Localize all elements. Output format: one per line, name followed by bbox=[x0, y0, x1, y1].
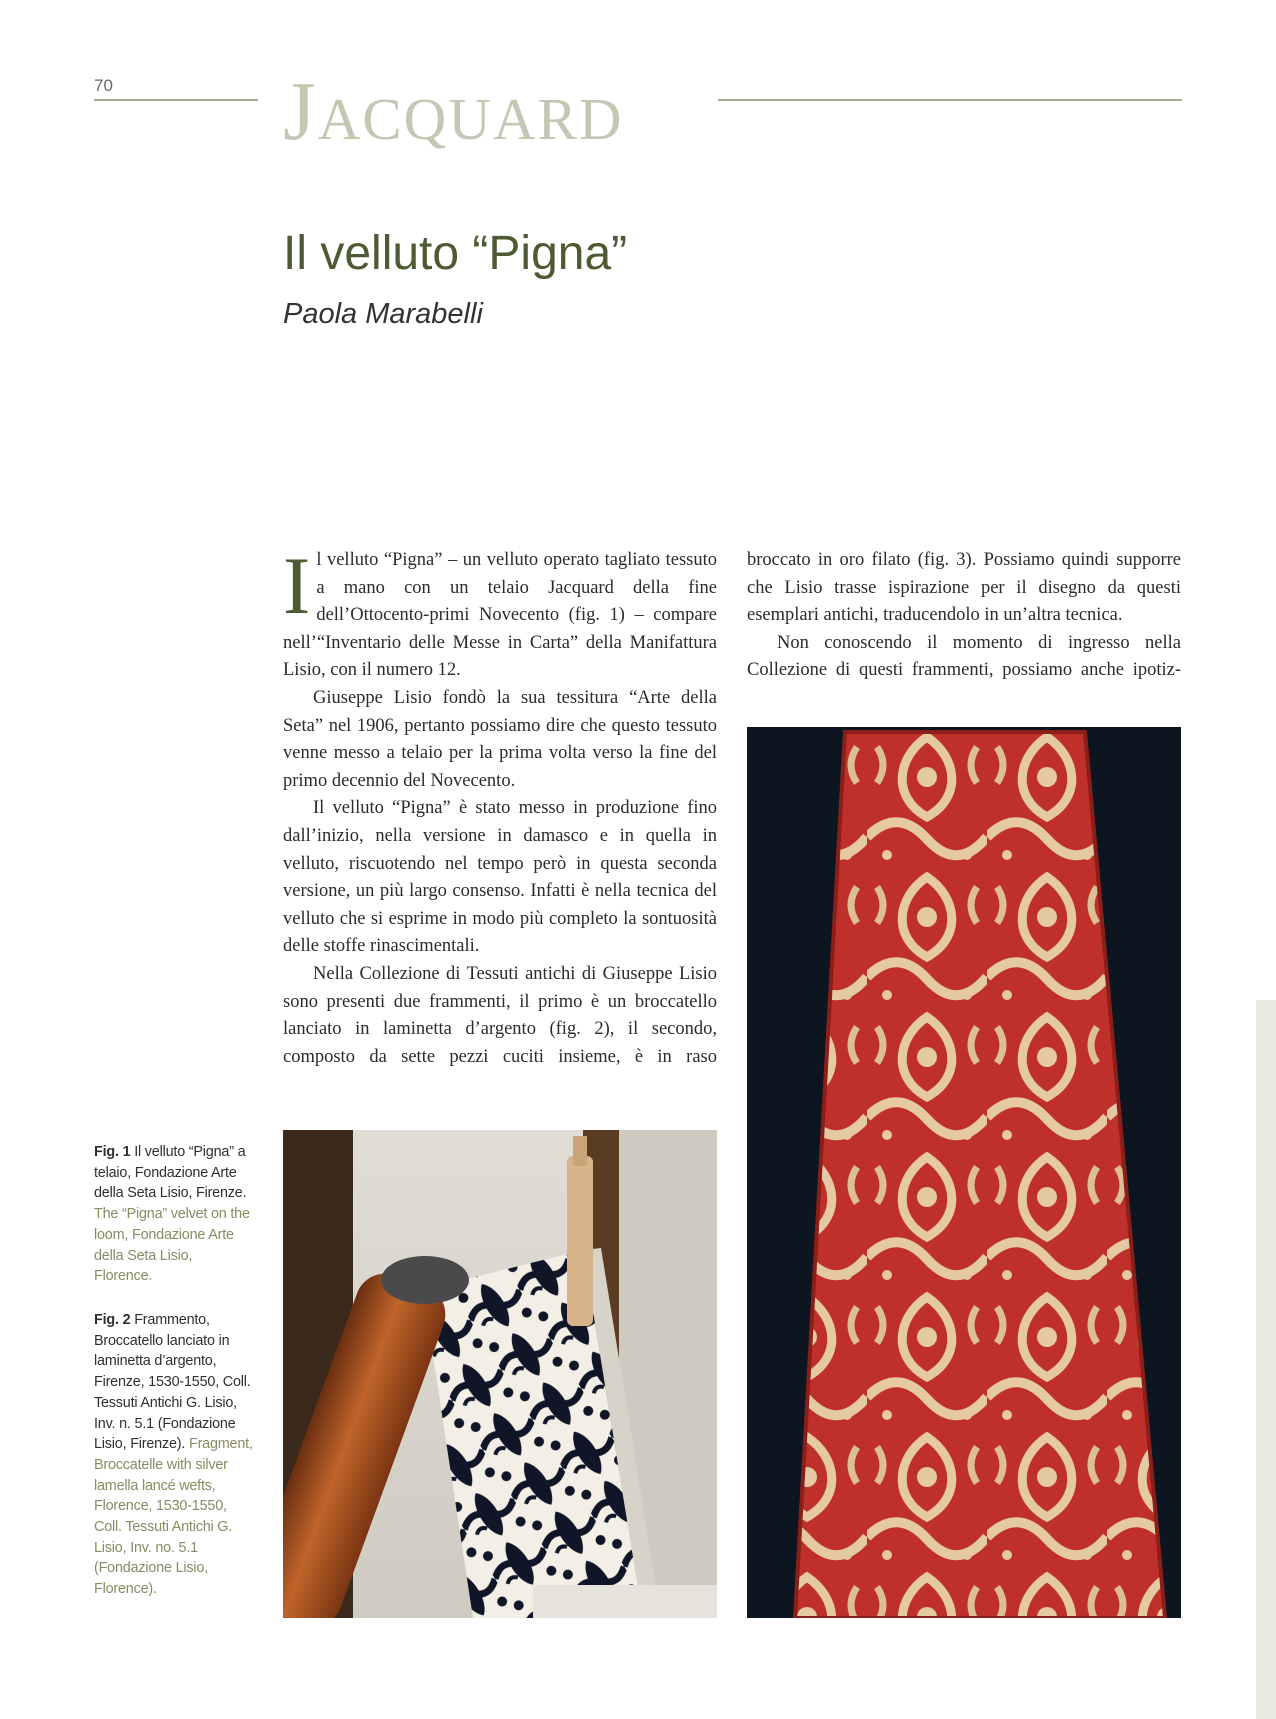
caption-fig-1-label: Fig. 1 bbox=[94, 1144, 131, 1160]
text-column-right bbox=[747, 547, 1181, 685]
caption-fig-1 bbox=[94, 1142, 254, 1287]
paragraph-6: Non conoscendo il momento di ingresso nella Collezione di questi frammenti, possiamo anche ipotiz- bbox=[747, 632, 1181, 681]
fragment-photo-image bbox=[747, 727, 1181, 1618]
paragraph-4: Nella Collezione di Tessuti antichi di Giuseppe Lisio sono presenti due frammenti, il primo è un broccatello lanciato in laminetta d’argento (fig. 2), il secondo, composto da sette pezzi cuciti insieme, è in raso bbox=[283, 963, 717, 1067]
paragraph-1 bbox=[283, 540, 717, 685]
article-author: Paola Marabelli bbox=[283, 298, 483, 330]
caption-fig-1-italian: Il velluto “Pigna” a telaio, Fondazione Arte della Seta Lisio, Firenze. bbox=[94, 1144, 247, 1202]
paragraph-3: Il velluto “Pigna” è stato messo in produzione fino dall’inizio, nella versione in damasco e in quella in velluto, riscuotendo nel tempo però in questa seconda versione, un più largo consenso. Infatti è nella tecnica del velluto che si esprime in modo più completo la sontuosità delle stoffe rinascimentali. bbox=[283, 798, 717, 957]
loom-photo-image bbox=[283, 1130, 717, 1618]
caption-fig-1-english: The “Pigna” velvet on the loom, Fondazione Arte della Seta Lisio, Florence. bbox=[94, 1206, 250, 1285]
fragment-photo bbox=[747, 727, 1181, 1618]
loom-photo bbox=[283, 1130, 717, 1618]
text-column-left bbox=[283, 540, 717, 1071]
paragraph-2: Giuseppe Lisio fondò la sua tessitura “Arte della Seta” nel 1906, pertanto possiamo dire che questo tessuto venne messo a telaio per la prima volta verso la fine del primo decennio del Novecento. bbox=[283, 687, 717, 791]
paragraph-1-text: l velluto “Pigna” – un velluto operato tagliato tessuto a mano con un telaio Jacquard della fine dell’Ottocento-primi Novecento (fig. 1) – compare nell’“Inventario delle Messe in Carta” della Manifattura Lisio, con il numero 12. bbox=[283, 550, 717, 681]
header-rule-right bbox=[718, 99, 1182, 101]
page-number: 70 bbox=[94, 76, 113, 95]
header-rule-left bbox=[94, 99, 258, 101]
caption-fig-2-label: Fig. 2 bbox=[94, 1312, 131, 1328]
drop-cap: I bbox=[283, 540, 311, 631]
page-edge-bar bbox=[1256, 1000, 1276, 1719]
paragraph-5: broccato in oro filato (fig. 3). Possiamo quindi supporre che Lisio trasse ispirazione per il disegno da questi esemplari antichi, traducendolo in un’altra tecnica. bbox=[747, 550, 1181, 626]
caption-fig-2 bbox=[94, 1310, 254, 1600]
caption-fig-2-english: Fragment, Broccatelle with silver lamella lancé wefts, Florence, 1530-1550, Coll. Tessuti Antichi G. Lisio, Inv. no. 5.1 (Fondazione Lisio, Florence). bbox=[94, 1436, 253, 1598]
section-title: Jacquard bbox=[283, 65, 624, 158]
caption-fig-2-italian: Frammento, Broccatello lanciato in laminetta d’argento, Firenze, 1530-1550, Coll. Tessuti Antichi G. Lisio, Inv. n. 5.1 (Fondazione Lisio, Firenze). bbox=[94, 1312, 251, 1453]
article-title: Il velluto “Pigna” bbox=[283, 227, 628, 280]
